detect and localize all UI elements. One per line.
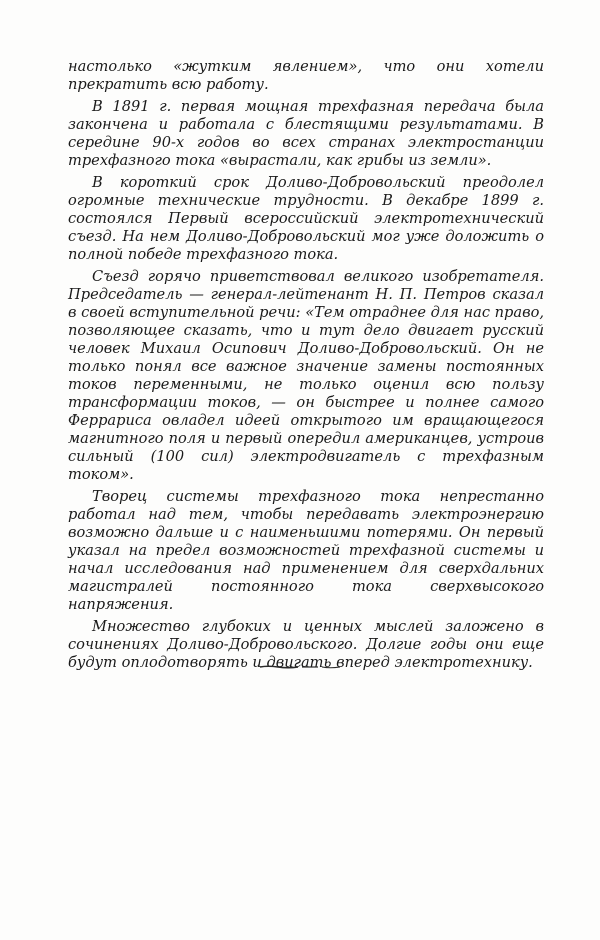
end-ornament [258, 664, 342, 670]
ornament-right-stroke [322, 667, 340, 668]
main-text [68, 58, 544, 672]
paragraph-1: настолько «жутким явлением», что они хотели прекратить всю работу. [68, 58, 544, 93]
ornament-left-stroke [260, 666, 298, 668]
paragraph-6: Множество глубоких и ценных мыслей заложено в сочинениях Доливо-Добровольского. Долгие годы они еще будут оплодотворять и двигать вперед электротехнику. [68, 618, 544, 671]
paragraph-3: В короткий срок Доливо-Добровольский преодолел огромные технические трудности. В декабре 1899 г. состоялся Первый всероссийский электротехнический съезд. На нем Доливо-Добровольский мог уже доложить о полной победе трехфазного тока. [68, 174, 544, 263]
paragraph-5: Творец системы трехфазного тока непрестанно работал над тем, чтобы передавать электроэнергию возможно дальше и с наименьшими потерями. Он первый указал на предел возможностей трехфазной системы и начал исследования над применением для сверхдальних магистралей постоянного тока сверхвысокого напряжения. [68, 488, 544, 613]
paragraph-4: Съезд горячо приветствовал великого изобретателя. Председатель — генерал-лейтенант Н. П. Петров сказал в своей вступительной речи: «Тем отраднее для нас право, позволяющее сказать, что и тут дело двигает русский человек Михаил Осипович Доливо-Добровольский. Он не только понял все важное значение замены постоянных токов переменными, не только оценил всю пользу трансформации токов, — он быстрее и полнее самого Феррариса овладел идеей открытого им вращающегося магнитного поля и первый опередил американцев, устроив сильный (100 сил) электродвигатель с трехфазным током». [68, 268, 544, 483]
paragraph-2: В 1891 г. первая мощная трехфазная передача была закончена и работала с блестящими результатами. В середине 90-х годов во всех странах электростанции трехфазного тока «вырастали, как грибы из земли». [68, 98, 544, 169]
